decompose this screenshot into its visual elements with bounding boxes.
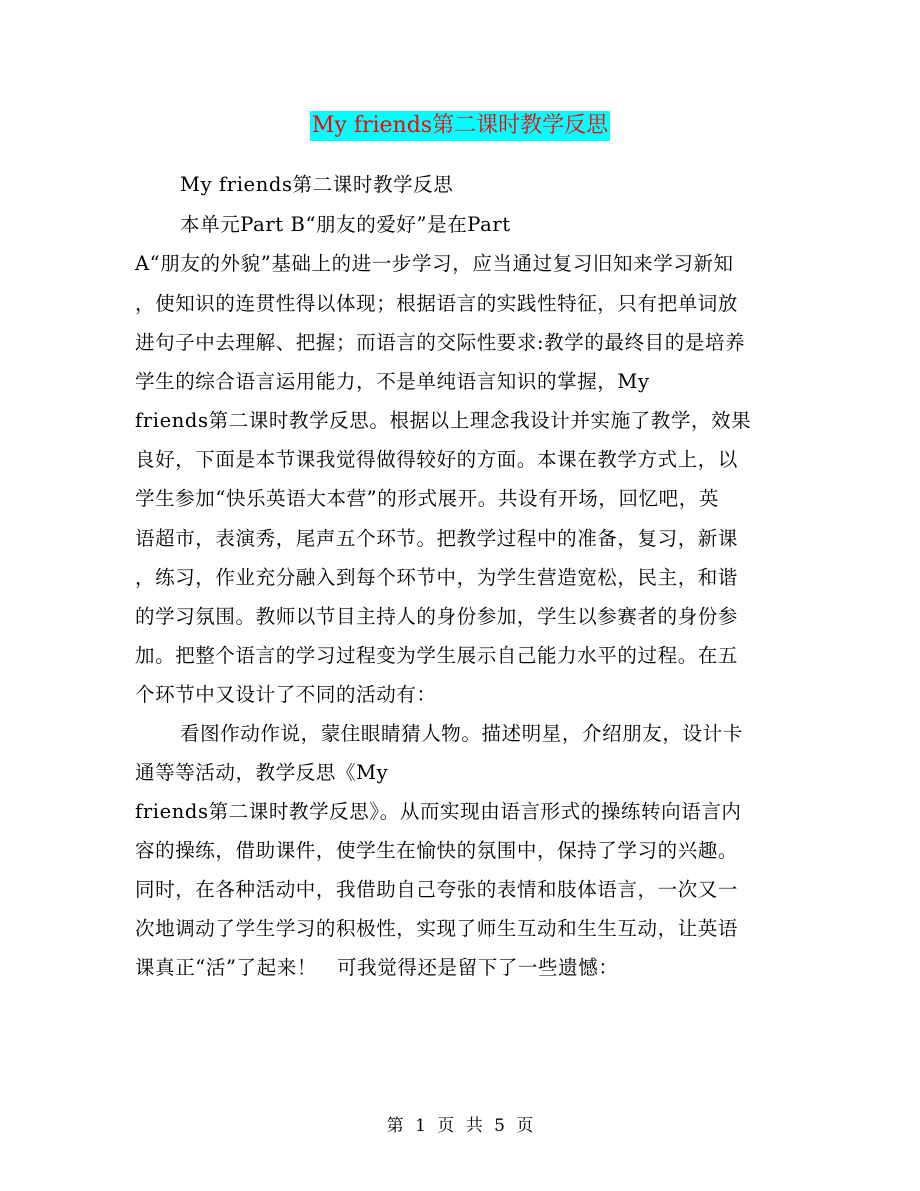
paragraph-line: friends第二课时教学反思。根据以上理念我设计并实施了教学，效果 (135, 409, 752, 432)
paragraph-line: 看图作动作说，蒙住眼睛猜人物。描述明星，介绍朋友，设计卡 (180, 722, 743, 745)
paragraph-line: 通等等活动，教学反思《My (135, 761, 389, 784)
paragraph-line: ，使知识的连贯性得以体现；根据语言的实践性特征，只有把单词放 (135, 292, 739, 315)
paragraph-line: My friends第二课时教学反思 (180, 173, 454, 196)
paragraph-line: 加。把整个语言的学习过程变为学生展示自己能力水平的过程。在五 (135, 644, 739, 667)
title-container (0, 111, 920, 141)
paragraph-line: 语超市，表演秀，尾声五个环节。把教学过程中的准备，复习，新课 (135, 527, 739, 550)
paragraph-line: 容的操练，借助课件，使学生在愉快的氛围中，保持了学习的兴趣。 (135, 839, 739, 862)
paragraph-line: 同时，在各种活动中，我借助自己夸张的表情和肢体语言，一次又一 (135, 878, 739, 901)
paragraph-line: 本单元Part B“朋友的爱好”是在Part (180, 213, 511, 236)
paragraph-line: 良好，下面是本节课我觉得做得较好的方面。本课在教学方式上，以 (135, 448, 739, 471)
paragraph-line: 次地调动了学生学习的积极性，实现了师生互动和生生互动，让英语 (135, 917, 739, 940)
paragraph-line: 的学习氛围。教师以节目主持人的身份参加，学生以参赛者的身份参 (135, 605, 739, 628)
paragraph-line: 进句子中去理解、把握；而语言的交际性要求:教学的最终目的是培养 (135, 331, 746, 354)
document-title: My friends第二课时教学反思 (310, 111, 610, 141)
paragraph-line: 学生的综合语言运用能力，不是单纯语言知识的掌握，My (135, 370, 650, 393)
page-number-footer: 第 1 页 共 5 页 (386, 1116, 534, 1136)
paragraph-line: ，练习，作业充分融入到每个环节中，为学生营造宽松，民主，和谐 (135, 566, 739, 589)
paragraph-line: 个环节中又设计了不同的活动有： (135, 683, 437, 706)
paragraph-line: 课真正“活”了起来！ 可我觉得还是留下了一些遗憾： (135, 956, 619, 979)
paragraph-line: 学生参加“快乐英语大本营”的形式展开。共设有开场，回忆吧，英 (135, 487, 719, 510)
paragraph-line: A“朋友的外貌”基础上的进一步学习，应当通过复习旧知来学习新知 (135, 252, 734, 275)
paragraph-line: friends第二课时教学反思》。从而实现由语言形式的操练转向语言内 (135, 800, 742, 823)
